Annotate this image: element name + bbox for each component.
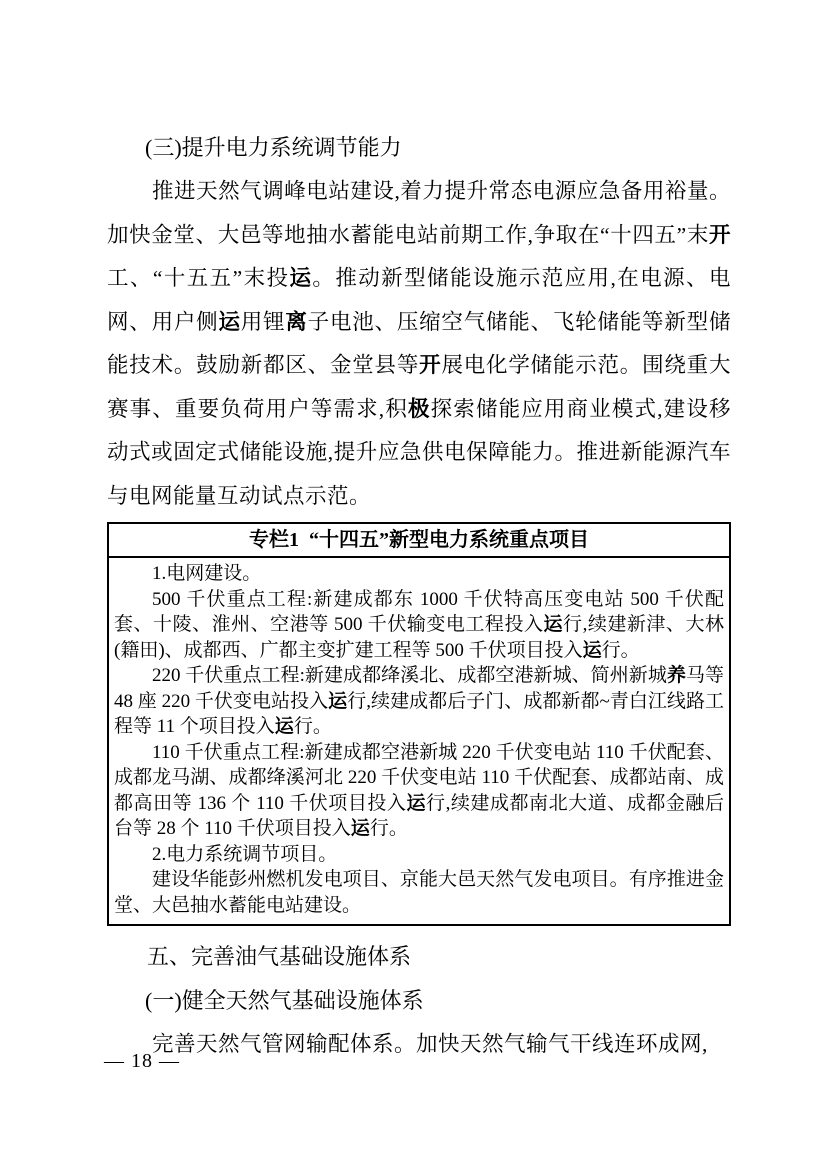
text-run: 220 千伏重点工程:新建成都绛溪北、成都空港新城、简州新城 — [152, 665, 667, 686]
text-run: 运 — [543, 614, 564, 635]
page-number: — 18 — — [104, 1050, 180, 1072]
box-paragraph — [114, 561, 724, 587]
text-run: 探索储能应用商业模式,建设移动式或固定式储能设施,提升应急供电保障能力。推进新能源汽车与电网能量互动试点示范。 — [107, 396, 731, 508]
text-run: 行。 — [601, 639, 640, 661]
text-run: 子电池、压缩空气储能、飞轮储能等新型储能技术。鼓励新都区、金堂县等 — [107, 309, 731, 377]
gas-paragraph — [107, 1023, 731, 1067]
project-box-title: 专栏1 “十四五”新型电力系统重点项目 — [109, 524, 729, 558]
box-paragraph — [114, 842, 724, 868]
text-run: 离 — [285, 309, 308, 334]
project-box — [107, 522, 731, 926]
text-run: 运 — [350, 818, 370, 839]
text-run: 极 — [407, 396, 431, 421]
section5-heading: 五、完善油气基础设施体系 — [147, 944, 412, 969]
text-run: 开 — [419, 353, 442, 377]
text-run: 。推动新型储能设施示范应用,在电源、电网、用户侧 — [107, 266, 731, 334]
document-content — [107, 126, 731, 1067]
text-run: 行。 — [369, 818, 408, 839]
text-run: 马等 48 座 220 千伏变电站投入 — [114, 665, 724, 712]
text-run: 500 千伏重点工程:新建成都东 1000 千伏特高压变电站 500 千伏配套、十陵、淮州、空港等 500 千伏输变电工程投入 — [114, 588, 724, 635]
text-run: 用锂 — [240, 309, 286, 334]
text-run: 2.电力系统调节项目。 — [152, 843, 338, 865]
text-run: 建设华能彭州燃机发电项目、京能大邑天然气发电项目。有序推进金堂、大邑抽水蓄能电站建设。 — [114, 869, 724, 916]
text-run: 推进天然气调峰电站建设,着力提升常态电源应急备用裕量。加快金堂、大邑等地抽水蓄能电站前期工作,争取在“十四五”末 — [107, 179, 731, 247]
text-run: 工、“十五五”末投 — [107, 266, 290, 290]
box-paragraph — [114, 740, 724, 842]
text-run: 完善天然气管网输配体系。加快天然气输气干线连环成网, — [152, 1032, 708, 1056]
section3-heading: (三)提升电力系统调节能力 — [145, 135, 402, 160]
box-paragraph — [114, 867, 724, 918]
text-run: 行,续建成都南北大道、成都金融后台等 28 个 110 千伏项目投入 — [114, 792, 724, 839]
text-run: 1.电网建设。 — [152, 563, 262, 584]
text-run: 运 — [289, 266, 313, 290]
section5-1-heading: (一)健全天然气基础设施体系 — [145, 988, 424, 1013]
text-run: 运 — [582, 639, 602, 661]
project-box-body — [109, 558, 729, 924]
text-run: 110 千伏重点工程:新建成都空港新城 220 千伏变电站 110 千伏配套、成都龙马湖、成都绛溪河北 220 千伏变电站 110 千伏配套、成都站南、成都高田等 136 个 110 千伏项目投入 — [114, 741, 724, 814]
text-run: 运 — [328, 690, 348, 712]
storage-paragraph — [107, 170, 731, 518]
text-run: 行。 — [293, 716, 332, 737]
box-paragraph — [114, 663, 724, 740]
text-run: 运 — [274, 716, 294, 737]
box-paragraph — [114, 587, 724, 664]
text-run: 展电化学储能示范。围绕重大赛事、重要负荷用户等需求,积 — [107, 353, 731, 421]
text-run: 行,续建成都后子门、成都新都~青白江线路工程等 11 个项目投入 — [114, 690, 724, 737]
text-run: 行,续建新津、大林(籍田)、成都西、广都主变扩建工程等 500 千伏项目投入 — [114, 614, 724, 661]
text-run: 养 — [666, 665, 686, 686]
text-run: 运 — [406, 792, 427, 814]
text-run: 运 — [218, 309, 241, 334]
text-run: 开 — [708, 222, 731, 247]
